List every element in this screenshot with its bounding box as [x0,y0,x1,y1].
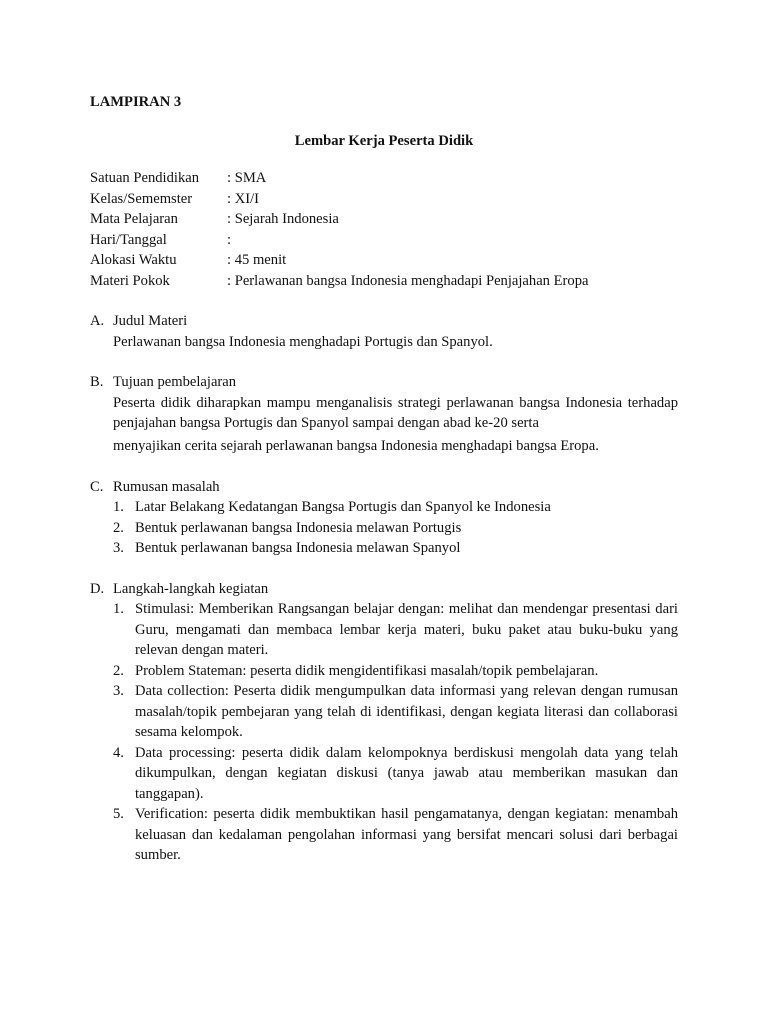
info-value: : XI/I [227,190,260,207]
section-judul-materi [90,311,678,352]
info-row [90,168,678,189]
list-text: Verification: peserta didik membuktikan hasil pengamatanya, dengan kegiatan: menambah keluasan dan kedalaman pengolahan informasi yang bersifat mencari solusi dari berbagai sumber. [135,806,678,863]
info-row [90,271,678,292]
section-letter: A. [90,313,105,329]
list-text: Bentuk perlawanan bangsa Indonesia melawan Spanyol [135,540,461,556]
list-number: 1. [113,499,124,515]
list-item [113,743,678,805]
section-text: Peserta didik diharapkan mampu menganalisis strategi perlawanan bangsa Indonesia terhadap penjajahan bangsa Portugis dan Spanyol sampai dengan abad ke-20 serta [113,394,678,431]
list-item [113,804,678,866]
info-value: : [227,231,232,248]
list-number: 4. [113,744,124,761]
section-langkah-kegiatan [90,579,678,866]
info-value: : 45 menit [227,252,287,268]
list-item [113,661,678,682]
section-title: Judul Materi [113,313,188,329]
info-label: Hari/Tanggal [90,231,167,248]
section-tujuan-pembelajaran [90,372,678,457]
list-item [113,497,678,518]
section-heading [90,372,678,393]
lampiran-heading: LAMPIRAN 3 [90,94,182,110]
section-heading [90,311,678,332]
list-number: 3. [113,683,124,699]
info-row [90,189,678,210]
section-rumusan-masalah [90,477,678,559]
list-item [113,538,678,559]
info-label: Kelas/Sememster [90,190,193,207]
list-text: Bentuk perlawanan bangsa Indonesia melawan Portugis [135,519,462,536]
list-text: Stimulasi: Memberikan Rangsangan belajar dengan: melihat dan mendengar presentasi dari Guru, mengamati dan membaca lembar kerja materi, buku paket atau buku-buku yang relevan dengan materi. [135,601,678,658]
document-title: Lembar Kerja Peserta Didik [294,132,474,149]
list-item [113,681,678,743]
info-label: Mata Pelajaran [90,211,178,227]
section-letter: B. [90,374,104,390]
section-heading [90,579,678,600]
section-heading [90,477,678,498]
list-text: Data processing: peserta didik dalam kelompoknya berdiskusi mengolah data yang telah dikumpulkan, dengan kegiatan diskusi (tanya jawab atau memberikan masukan dan tanggapan). [135,744,678,802]
list-number: 5. [113,806,124,822]
info-table [90,168,678,291]
section-text-last-line: menyajikan cerita sejarah perlawanan bangsa Indonesia menghadapi bangsa Eropa. [113,437,599,454]
info-label: Alokasi Waktu [90,252,177,268]
document-content [90,92,678,866]
list-text: Latar Belakang Kedatangan Bangsa Portugis dan Spanyol ke Indonesia [135,499,551,515]
list-number: 2. [113,662,124,679]
info-row [90,250,678,271]
numbered-list [90,599,678,866]
list-item [113,599,678,661]
numbered-list [90,497,678,559]
section-letter: C. [90,478,104,495]
info-label: Satuan Pendidikan [90,170,200,186]
list-item [113,518,678,539]
list-number: 2. [113,519,124,536]
info-value: : Sejarah Indonesia [227,211,339,227]
section-title: Langkah-langkah kegiatan [113,580,269,597]
info-label: Materi Pokok [90,272,170,289]
list-text: Data collection: Peserta didik mengumpulkan data informasi yang relevan dengan rumusan masalah/topik pembejaran yang telah di identifikasi, dengan kegiata literasi dan collaborasi sesama kelompok. [135,683,678,740]
section-letter: D. [90,580,105,597]
section-title: Rumusan masalah [113,478,220,495]
info-row [90,209,678,230]
list-text: Problem Stateman: peserta didik mengidentifikasi masalah/topik pembelajaran. [135,662,599,679]
info-value: : Perlawanan bangsa Indonesia menghadapi Penjajahan Eropa [227,272,589,289]
list-number: 1. [113,601,124,617]
info-value: : SMA [227,170,267,186]
section-title: Tujuan pembelajaran [113,374,237,390]
list-number: 3. [113,540,124,556]
section-text: Perlawanan bangsa Indonesia menghadapi Portugis dan Spanyol. [113,333,493,350]
info-row [90,230,678,251]
